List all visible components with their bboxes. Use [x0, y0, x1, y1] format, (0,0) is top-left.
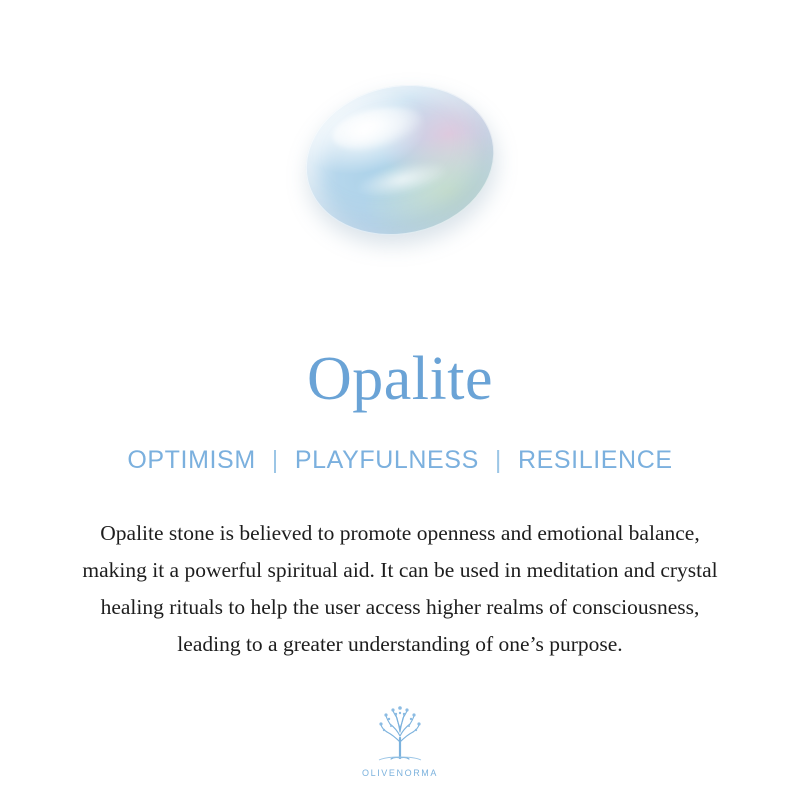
stone-rim	[292, 68, 509, 252]
keyword-separator: |	[271, 446, 279, 474]
description-line: leading to a greater understanding of one’s purpose.	[177, 631, 623, 656]
keyword-separator: |	[494, 446, 502, 474]
tree-of-life-icon	[367, 702, 433, 766]
description-text	[20, 515, 780, 663]
description-line: making it a powerful spiritual aid. It can be used in meditation and crystal	[82, 557, 718, 582]
page-title: Opalite	[307, 345, 493, 413]
opalite-stone-image	[292, 68, 509, 252]
brand-name: OLIVENORMA	[361, 768, 438, 778]
brand-logo	[0, 702, 800, 778]
description-line: Opalite stone is believed to promote openness and emotional balance,	[100, 521, 700, 545]
description-line: healing rituals to help the user access higher realms of consciousness,	[100, 594, 700, 619]
keyword-playfulness: PLAYFULNESS	[294, 446, 479, 474]
keyword-list	[127, 446, 672, 475]
keyword-optimism: OPTIMISM	[127, 446, 256, 474]
keyword-resilience: RESILIENCE	[517, 446, 673, 474]
stone-image-area	[0, 0, 800, 320]
